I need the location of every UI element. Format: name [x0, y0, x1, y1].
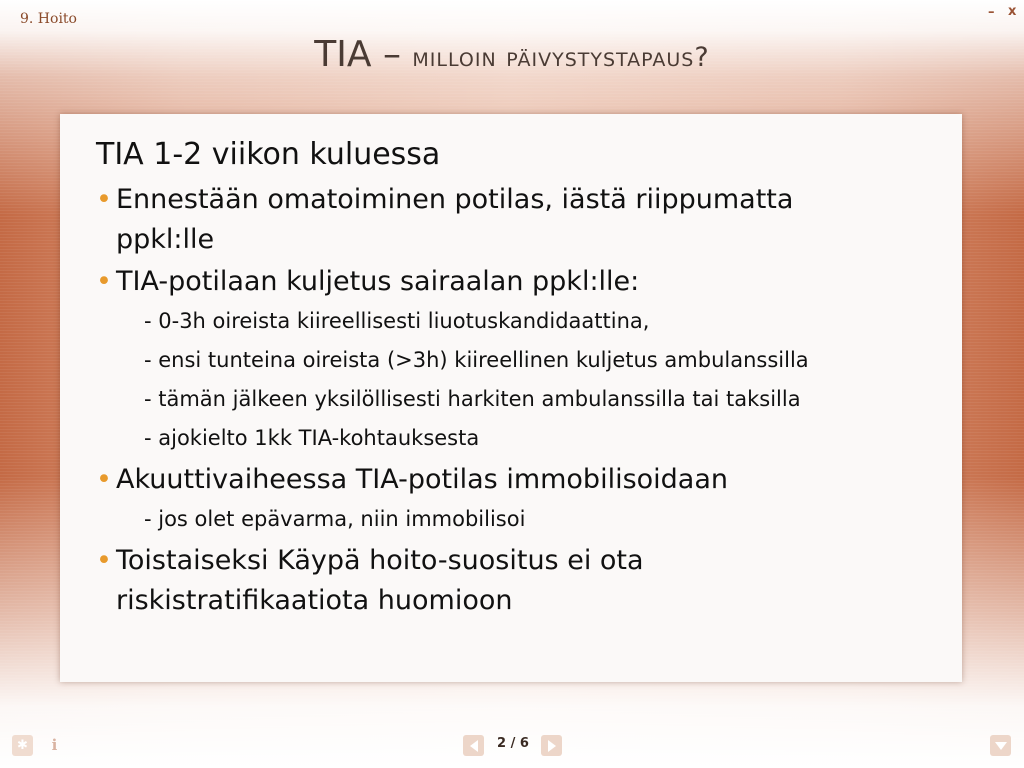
bullet-text-continued: riskistratifikaatiota huomioon	[116, 585, 513, 616]
bullet-item	[96, 262, 936, 302]
bullet-item	[96, 541, 936, 621]
bullet-marker: •	[96, 545, 112, 576]
chevron-down-icon	[995, 742, 1007, 750]
sub-item: - ajokielto 1kk TIA-kohtauksesta	[144, 426, 480, 450]
content-panel	[60, 114, 962, 682]
bullet-text: Ennestään omatoiminen potilas, iästä riippumatta	[116, 184, 794, 215]
bullet-item	[96, 460, 936, 500]
minimize-button[interactable]: –	[988, 5, 995, 20]
page-total: 6	[519, 736, 529, 751]
bullet-marker: •	[96, 464, 112, 495]
arrow-right-icon	[548, 740, 556, 752]
page-current: 2	[497, 736, 507, 751]
section-label: 9. Hoito	[20, 11, 77, 27]
sub-item: - jos olet epävarma, niin immobilisoi	[144, 507, 526, 531]
arrow-left-icon	[470, 740, 478, 752]
sub-item: - tämän jälkeen yksilöllisesti harkiten ambulanssilla tai taksilla	[144, 387, 801, 411]
slide-title-rest: milloin päivystystapaus?	[412, 42, 710, 73]
close-button[interactable]: x	[1008, 4, 1017, 19]
bullet-marker: •	[96, 266, 112, 297]
bullet-text: Toistaiseksi Käypä hoito-suositus ei ota	[116, 545, 644, 576]
bullet-text-continued: ppkl:lle	[116, 224, 215, 255]
star-icon[interactable]: ✱	[12, 735, 33, 756]
scroll-down-button[interactable]	[990, 735, 1011, 756]
info-icon[interactable]: i	[51, 736, 58, 754]
slide-title	[0, 34, 1024, 75]
prev-slide-button[interactable]	[463, 735, 484, 756]
bullet-item	[96, 180, 936, 260]
slide-title-main: TIA –	[314, 34, 413, 75]
bullet-text: TIA-potilaan kuljetus sairaalan ppkl:lle:	[116, 266, 640, 297]
sub-item: - ensi tunteina oireista (>3h) kiireellinen kuljetus ambulanssilla	[144, 348, 809, 372]
content-heading: TIA 1-2 viikon kuluessa	[96, 137, 441, 172]
bullet-text: Akuuttivaiheessa TIA-potilas immobilisoidaan	[116, 464, 729, 495]
sub-item: - 0-3h oireista kiireellisesti liuotuskandidaattina,	[144, 309, 650, 333]
content-text	[96, 136, 936, 621]
page-counter	[490, 736, 536, 751]
bullet-marker: •	[96, 184, 112, 215]
page-separator: /	[510, 736, 516, 751]
next-slide-button[interactable]	[541, 735, 562, 756]
